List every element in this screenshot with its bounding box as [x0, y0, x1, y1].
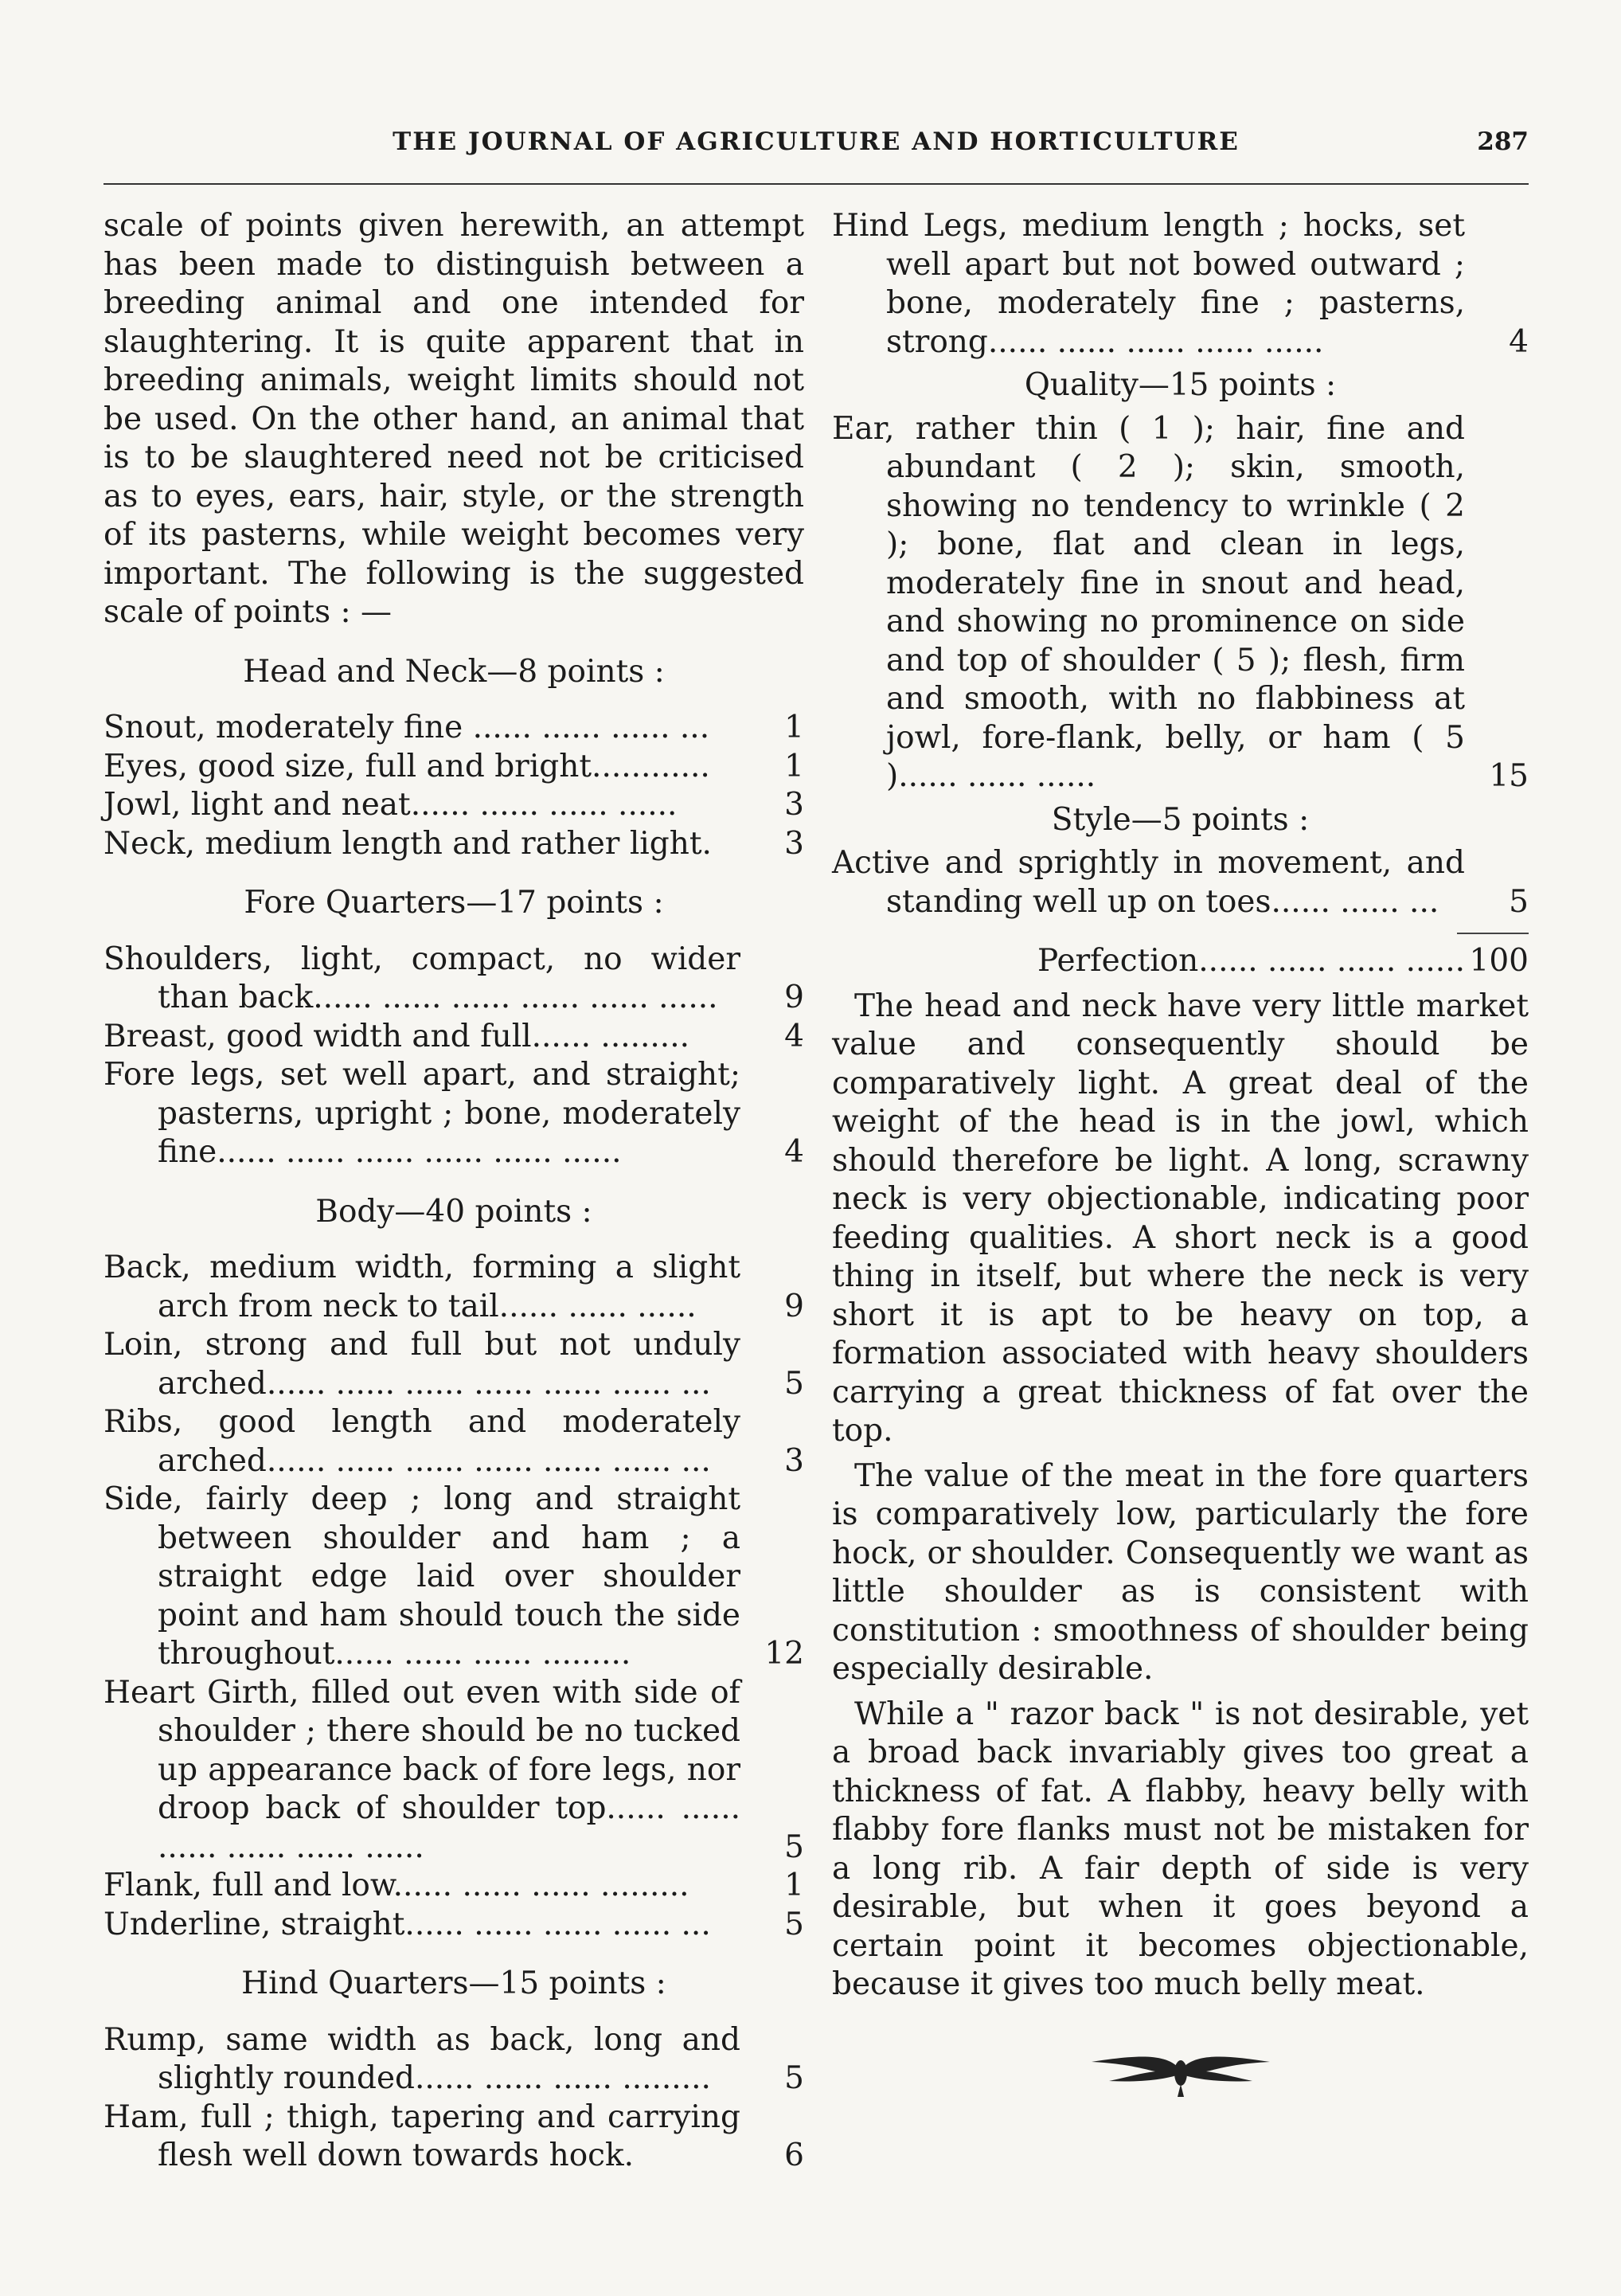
score-item [104, 825, 804, 864]
score-item-points: 3 [784, 787, 804, 823]
score-item-points: 5 [784, 1365, 804, 1402]
score-item-text: Snout, moderately fine ...... ...... ...... ... [104, 710, 710, 745]
score-item [104, 2021, 804, 2098]
score-item-text: Heart Girth, filled out even with side of shoulder ; there should be no tucked up appearance back of fore legs, nor droop back of shoulder top...... ...... ...... ...... ...... ...... [104, 1674, 740, 1865]
score-item-points: 12 [764, 1636, 804, 1672]
score-item [104, 1326, 804, 1403]
journal-title: THE JOURNAL OF AGRICULTURE AND HORTICULTURE [393, 127, 1240, 156]
section-heading: Head and Neck—8 points : [243, 653, 665, 690]
score-item [104, 709, 804, 748]
section-heading: Style—5 points : [1051, 801, 1310, 838]
header-rule [104, 183, 1529, 185]
score-item-points: 1 [784, 1868, 804, 1903]
score-item [104, 2098, 804, 2176]
perfection-label: Perfection...... ...... ...... ...... [1037, 943, 1465, 979]
score-item-points: 1 [784, 748, 804, 784]
page-header [104, 127, 1529, 175]
score-item-points: 5 [1509, 883, 1529, 920]
score-item [104, 1867, 804, 1906]
score-item-text: Ear, rather thin ( 1 ); hair, fine and abundant ( 2 ); skin, smooth, showing no tendency to wrinkle ( 2 ); bone, flat and clean in legs, moderately fine in snout and head, and showing no prominence on side and top of shoulder ( 5 ); flesh, firm and smooth, with no flabbiness at jowl, fore-flank, belly, or ham ( 5 )...... ...... ...... [832, 410, 1465, 794]
total-rule [1457, 933, 1529, 934]
score-item-points: 5 [784, 2060, 804, 2096]
section-heading: Hind Quarters—15 points : [241, 1965, 666, 2001]
score-item-text: Neck, medium length and rather light. [104, 825, 712, 862]
score-item-text: Active and sprightly in movement, and standing well up on toes...... ...... ... [832, 845, 1465, 920]
score-item-points: 4 [784, 1018, 804, 1054]
intro-paragraph: scale of points given herewith, an attempt has been made to distinguish between a breeding animal and one intended for slaughtering. It is quite apparent that in breeding animals, weight limits should not be used. On the other hand, an animal that is to be slaughtered need not be criticised as to eyes, ears, hair, style, or the strength of its pasterns, while weight becomes very important. The following is the suggested scale of points : — [104, 208, 804, 630]
page-number: 287 [1477, 127, 1529, 156]
score-item-text: Ham, full ; thigh, tapering and carrying flesh well down towards hock. [104, 2098, 740, 2173]
left-column [104, 207, 804, 2176]
score-item-text: Hind Legs, medium length ; hocks, set well apart but not bowed outward ; bone, moderately fine ; pasterns, strong...... ...... ...... ...... ...... [832, 208, 1465, 360]
score-item-text: Underline, straight...... ...... ...... ...... ... [104, 1906, 711, 1942]
perfection-total [832, 942, 1529, 981]
score-item-text: Side, fairly deep ; long and straight between shoulder and ham ; a straight edge laid over shoulder point and ham should touch the side throughout...... ...... ...... ......... [104, 1481, 740, 1672]
score-item [104, 941, 804, 1018]
section-heading: Fore Quarters—17 points : [244, 885, 664, 921]
score-item-points: 5 [784, 1906, 804, 1942]
score-item-points: 6 [784, 2138, 804, 2173]
score-item [104, 1480, 804, 1674]
score-item-points: 3 [784, 1442, 804, 1479]
score-item [104, 1056, 804, 1172]
score-item [104, 1249, 804, 1326]
score-item-text: Rump, same width as back, long and slightly rounded...... ...... ...... ......... [104, 2021, 740, 2096]
body-paragraph: The head and neck have very little market value and consequently should be comparatively light. A great deal of the weight of the head is in the jowl, which should therefore be light. A long, scrawny neck is very objectionable, indicating poor feeding qualities. A short neck is a good thing in itself, but where the neck is very short it is apt to be heavy on top, a formation associated with heavy shoulders carrying a great thickness of fat over the top. [832, 988, 1529, 1449]
section-heading: Body—40 points : [315, 1193, 592, 1230]
right-column [832, 207, 1529, 2100]
score-item-text: Ribs, good length and moderately arched...... ...... ...... ...... ...... ...... ... [104, 1404, 740, 1479]
score-item-text: Fore legs, set well apart, and straight; pasterns, upright ; bone, moderately fine...... ...... ...... ...... ...... ...... [104, 1057, 740, 1170]
score-item-points: 4 [1509, 323, 1529, 360]
score-item-points: 4 [784, 1134, 804, 1170]
body-paragraph: The value of the meat in the fore quarters is comparatively low, particularly the fore hock, or shoulder. Consequently we want as little shoulder as is consistent with constitution : smoothness of shoulder being especially desirable. [832, 1457, 1529, 1687]
score-item [832, 410, 1529, 796]
score-item-text: Back, medium width, forming a slight arch from neck to tail...... ...... ...... [104, 1250, 740, 1324]
winged-ornament-icon [832, 2044, 1529, 2100]
perfection-points: 100 [1469, 943, 1529, 979]
body-paragraph: While a " razor back " is not desirable, yet a broad back invariably gives too great a thickness of fat. A flabby, heavy belly with flabby fore flanks must not be mistaken for a long rib. A fair depth of side is very desirable, but when it goes beyond a certain point it becomes objectionable, because it gives too much belly meat. [832, 1696, 1529, 2002]
score-item-text: Jowl, light and neat...... ...... ...... ...... [104, 787, 678, 823]
score-item [104, 748, 804, 787]
score-item-text: Loin, strong and full but not unduly arched...... ...... ...... ...... ...... ...... ... [104, 1327, 740, 1402]
score-item-points: 15 [1489, 758, 1529, 794]
score-item [104, 1403, 804, 1480]
score-item-points: 5 [784, 1829, 804, 1865]
score-item [832, 844, 1529, 921]
score-item-text: Breast, good width and full...... ......... [104, 1018, 689, 1054]
score-item-text: Shoulders, light, compact, no wider than back...... ...... ...... ...... ...... ...... [104, 941, 740, 1015]
score-item [104, 1674, 804, 1868]
score-item [104, 1906, 804, 1945]
score-item [104, 786, 804, 825]
score-item-text: Eyes, good size, full and bright............ [104, 748, 710, 784]
score-item-points: 3 [784, 825, 804, 862]
score-item-points: 1 [784, 710, 804, 745]
score-item-text: Flank, full and low...... ...... ...... ......... [104, 1868, 689, 1903]
section-heading: Quality—15 points : [1024, 367, 1337, 403]
score-item [832, 207, 1529, 362]
score-item-points: 9 [784, 1288, 804, 1324]
score-item-points: 9 [784, 980, 804, 1015]
score-item [104, 1018, 804, 1057]
